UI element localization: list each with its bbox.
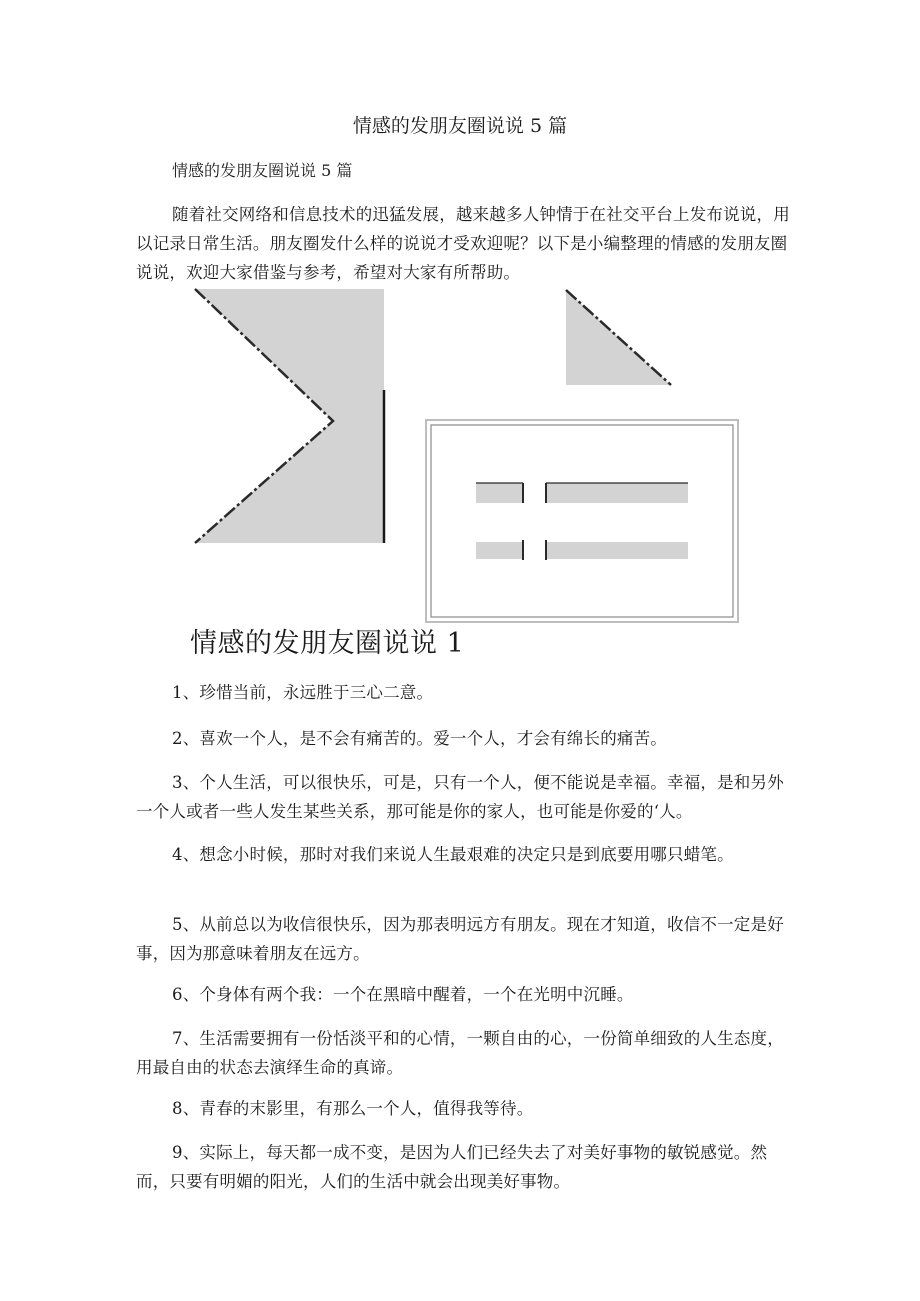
document-subtitle: 情感的发朋友圈说说 5 篇: [172, 161, 353, 180]
panel-row2-field-bar: [546, 542, 688, 559]
page-title: 情感的发朋友圈说说 5 篇: [352, 115, 568, 137]
triangle-shape: [566, 290, 671, 385]
list-item: 7、生活需要拥有一份恬淡平和的心情，一颗自由的心，一份简单细致的人生态度，用最自由的状态去演绎生命的真谛。: [136, 1029, 784, 1077]
panel-frame-inner: [431, 425, 733, 617]
list-item: 5、从前总以为收信很快乐，因为那表明远方有朋友。现在才知道，收信不一定是好事，因为那意味着朋友在远方。: [136, 915, 784, 963]
list-item: 9、实际上，每天都一成不变，是因为人们已经失去了对美好事物的敏锐感觉。然而，只要有明媚的阳光，人们的生活中就会出现美好事物。: [136, 1143, 768, 1191]
arrow-notch-edge: [195, 289, 333, 543]
list-item: 4、想念小时候，那时对我们来说人生最艰难的决定只是到底要用哪只蜡笔。: [172, 845, 734, 864]
list-item: 1、珍惜当前，永远胜于三心二意。: [172, 683, 434, 702]
panel-row2-label-bar: [476, 542, 523, 559]
triangle-edge: [566, 290, 671, 385]
panel-frame-outer: [426, 420, 738, 622]
list-item: 3、个人生活，可以很快乐，可是，只有一个人，便不能说是幸福。幸福，是和另外一个人或者一些人发生某些关系，那可能是你的家人，也可能是你爱的‘人。: [136, 773, 784, 821]
panel-row1-label-bar: [476, 483, 523, 503]
panel-row1-field-bar: [546, 483, 688, 503]
list-item: 8、青春的末影里，有那么一个人，值得我等待。: [172, 1099, 534, 1118]
intro-paragraph: 随着社交网络和信息技术的迅猛发展，越来越多人钟情于在社交平台上发布说说，用以记录日常生活。朋友圈发什么样的说说才受欢迎呢？以下是小编整理的情感的发朋友圈说说，欢迎大家借鉴与参考，希望对大家有所帮助。: [136, 205, 790, 282]
list-item: 2、喜欢一个人，是不会有痛苦的。爱一个人，才会有绵长的痛苦。: [172, 729, 667, 748]
arrow-notch-shape: [195, 289, 384, 543]
list-item: 6、个身体有两个我：一个在黑暗中醒着，一个在光明中沉睡。: [172, 985, 634, 1004]
section-heading: 情感的发朋友圈说说 1: [190, 628, 465, 659]
